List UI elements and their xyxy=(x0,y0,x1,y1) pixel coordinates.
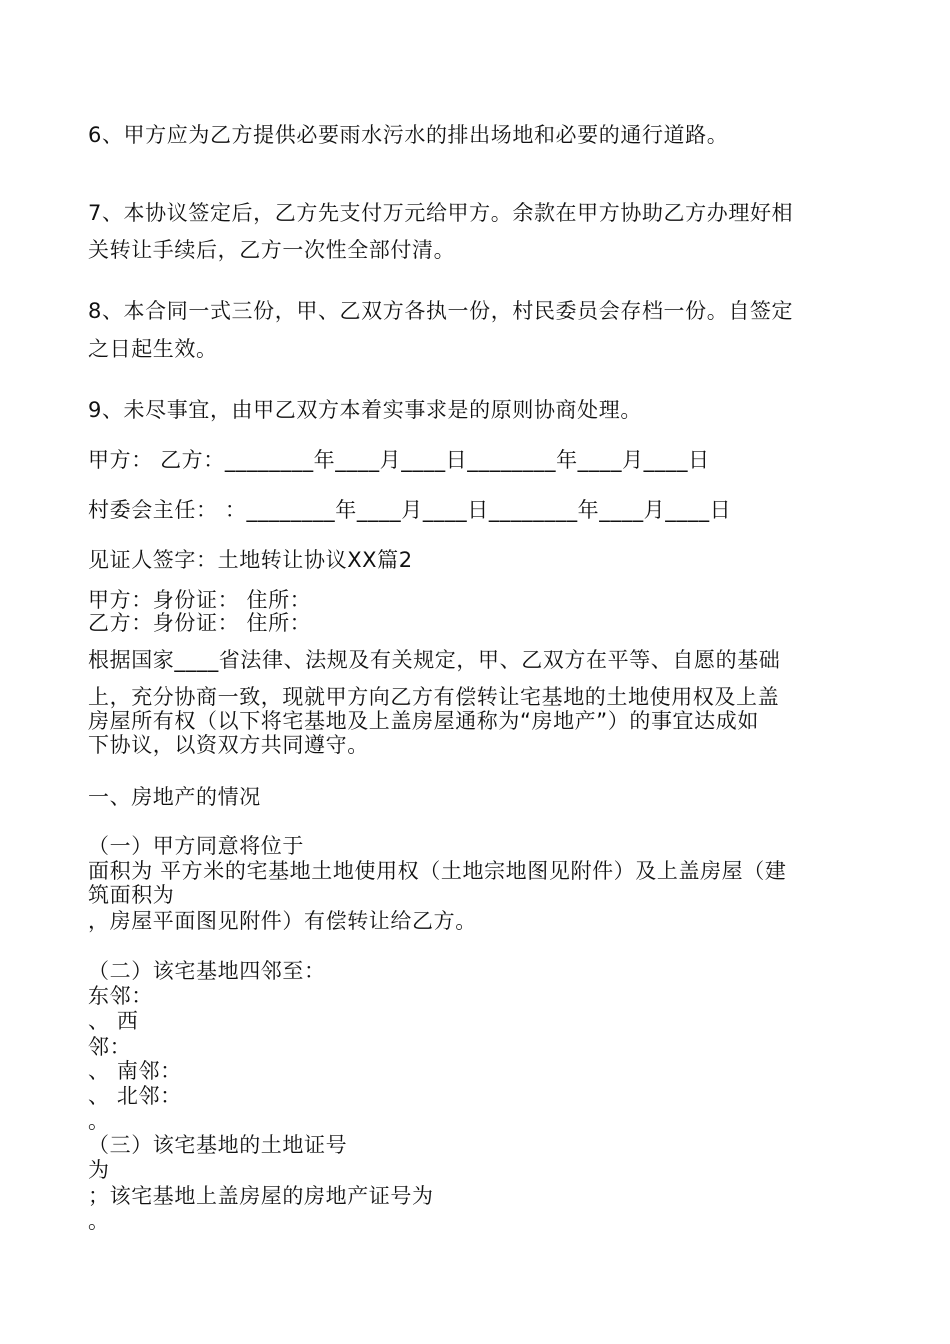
item-2-end: 。 xyxy=(88,1109,110,1133)
section-1-heading: 一、房地产的情况 xyxy=(88,785,261,809)
item-1-line-1: （一）甲方同意将位于 xyxy=(88,834,304,858)
signature-committee-line: 村委会主任： ：________年____月____日________年____月____日 xyxy=(88,498,732,522)
item-2-heading: （二）该宅基地四邻至： xyxy=(88,959,326,983)
witness-title-line: 见证人签字：土地转让协议XX篇2 xyxy=(88,548,413,572)
item-3-heading: （三）该宅基地的土地证号 xyxy=(88,1133,348,1157)
item-1-line-3: 筑面积为 xyxy=(88,883,175,907)
item-3-line-3: ；该宅基地上盖房屋的房地产证号为 xyxy=(88,1184,434,1208)
clause-7-line-1: 7、本协议签定后，乙方先支付万元给甲方。余款在甲方协助乙方办理好相 xyxy=(88,201,794,225)
neighbor-south: 、 南邻： xyxy=(88,1059,182,1083)
preamble-line-3: 房屋所有权（以下将宅基地及上盖房屋通称为“房地产”）的事宜达成如 xyxy=(88,709,759,733)
preamble-line-2: 上，充分协商一致，现就甲方向乙方有偿转让宅基地的土地使用权及上盖 xyxy=(88,685,780,709)
neighbor-west-part-2: 邻： xyxy=(88,1035,132,1059)
item-3-end: 。 xyxy=(88,1209,110,1233)
neighbor-north: 、 北邻： xyxy=(88,1084,182,1108)
neighbor-east: 东邻： xyxy=(88,984,153,1008)
item-1-line-2: 面积为 平方米的宅基地土地使用权（土地宗地图见附件）及上盖房屋（建 xyxy=(88,859,787,883)
preamble-line-4: 下协议，以资双方共同遵守。 xyxy=(88,733,369,757)
item-1-line-4: ，房屋平面图见附件）有偿转让给乙方。 xyxy=(88,909,477,933)
party-a-info: 甲方：身份证： 住所： xyxy=(88,588,312,612)
clause-8-line-2: 之日起生效。 xyxy=(88,337,218,361)
clause-6: 6、甲方应为乙方提供必要雨水污水的排出场地和必要的通行道路。 xyxy=(88,123,729,147)
clause-9: 9、未尽事宜，由甲乙双方本着实事求是的原则协商处理。 xyxy=(88,398,642,422)
preamble-line-1: 根据国家____省法律、法规及有关规定，甲、乙双方在平等、自愿的基础 xyxy=(88,648,781,672)
neighbor-west-part-1: 、 西 xyxy=(88,1009,139,1033)
item-3-line-2: 为 xyxy=(88,1158,110,1182)
signature-party-line: 甲方： 乙方：________年____月____日________年____月____日 xyxy=(88,448,710,472)
clause-8-line-1: 8、本合同一式三份，甲、乙双方各执一份，村民委员会存档一份。自签定 xyxy=(88,299,794,323)
clause-7-line-2: 关转让手续后，乙方一次性全部付清。 xyxy=(88,238,456,262)
party-b-info: 乙方：身份证： 住所： xyxy=(88,611,312,635)
